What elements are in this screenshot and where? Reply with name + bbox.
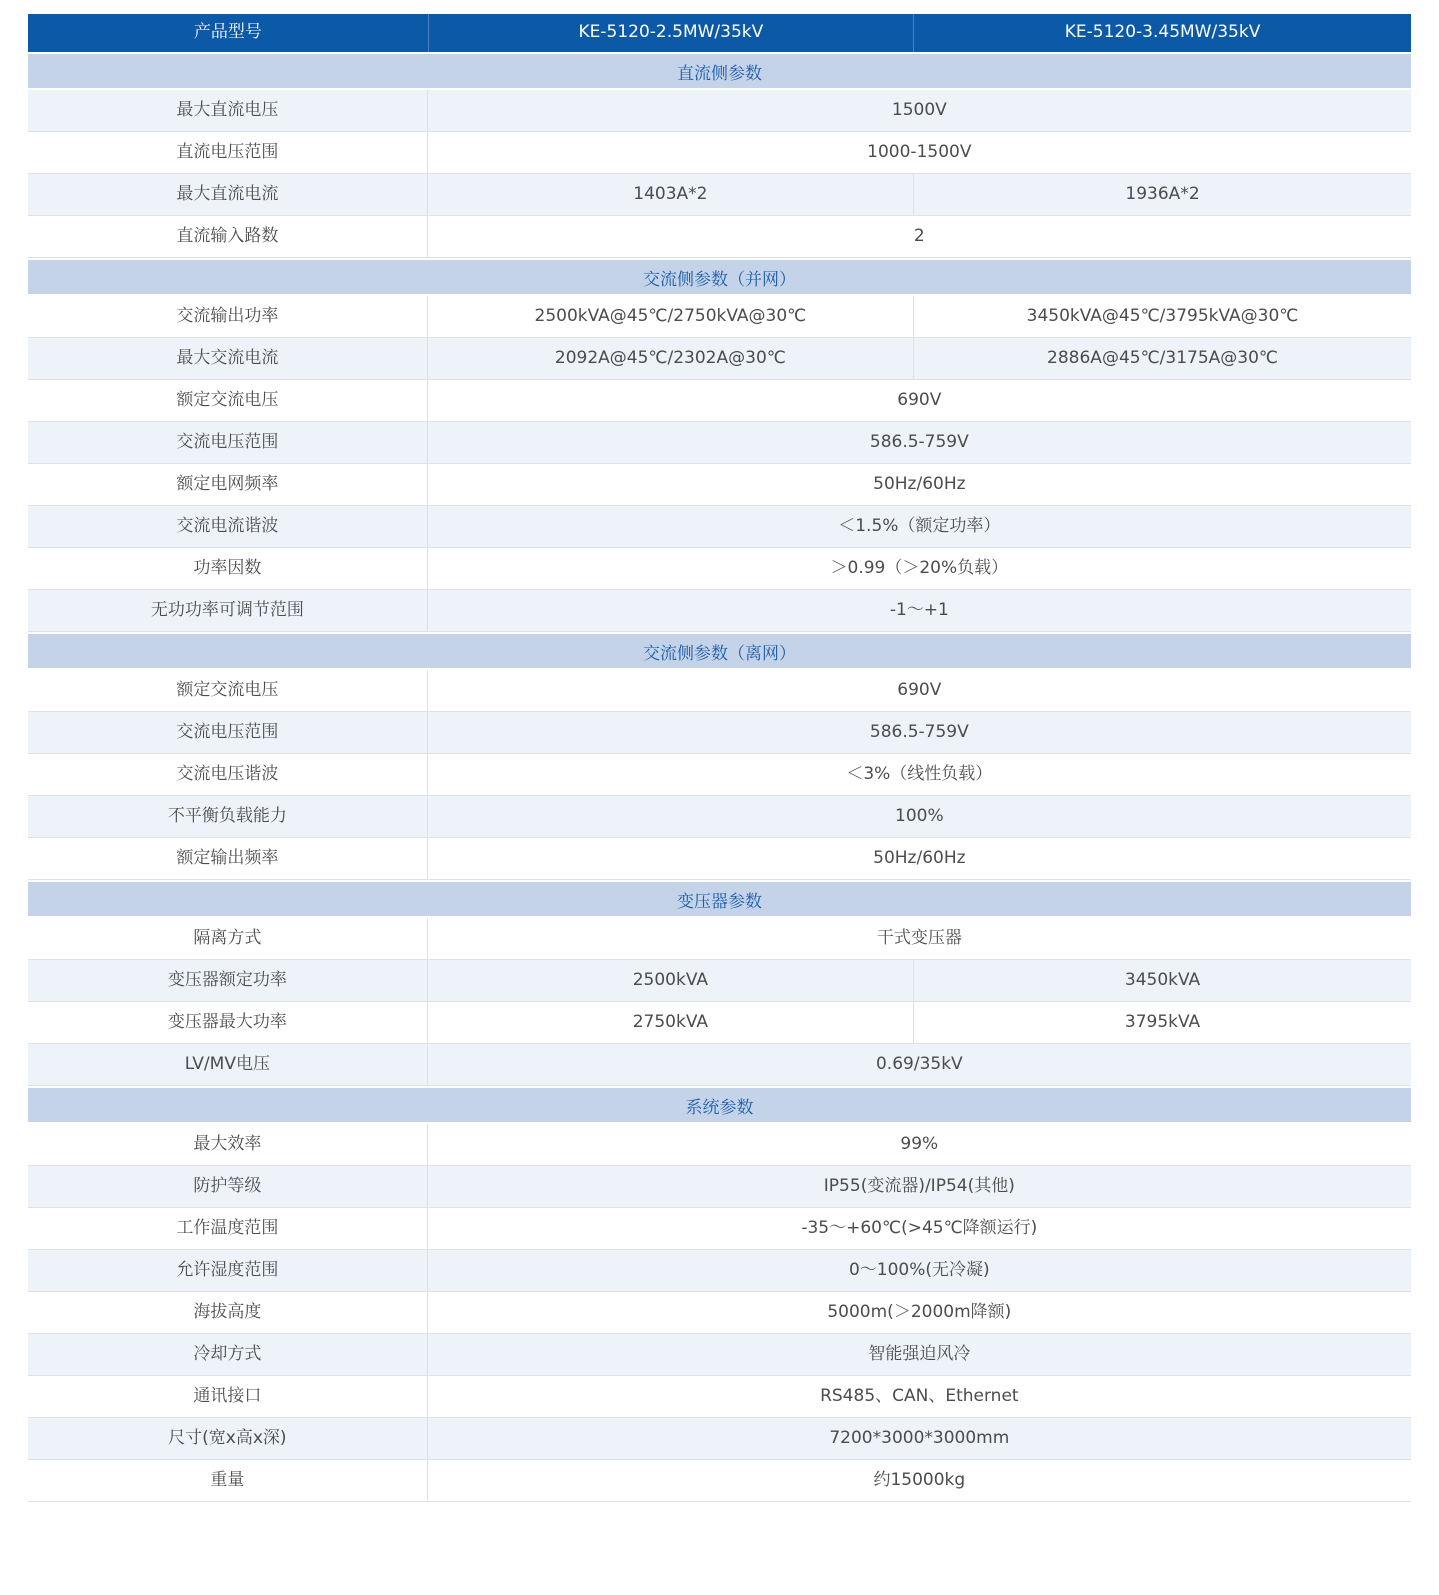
table-row	[28, 712, 1411, 754]
row-value: 586.5-759V	[869, 431, 969, 452]
section-title: 交流侧参数（并网）	[643, 269, 796, 290]
row-label: 隔离方式	[28, 918, 428, 959]
row-label: 无功功率可调节范围	[28, 590, 428, 631]
table-row	[28, 1376, 1411, 1418]
row-label: 交流输出功率	[28, 296, 428, 337]
page	[0, 14, 1439, 1595]
table-row	[28, 1250, 1411, 1292]
row-label: 直流电压范围	[28, 132, 428, 173]
row-value: 5000m(＞2000m降额)	[827, 1301, 1012, 1322]
row-value-model-1: 2092A@45℃/2302A@30℃	[554, 347, 786, 368]
header-product-label: 产品型号	[193, 22, 262, 43]
row-value-model-2: 3450kVA	[913, 960, 1411, 1001]
row-value: 586.5-759V	[869, 721, 969, 742]
table-row	[28, 174, 1411, 216]
section-title: 变压器参数	[677, 891, 762, 912]
row-label: 尺寸(宽x高x深)	[28, 1418, 428, 1459]
row-label: 不平衡负载能力	[28, 796, 428, 837]
row-value: ＜1.5%（额定功率）	[838, 515, 1001, 536]
section-header-row	[28, 1086, 1411, 1124]
table-row	[28, 216, 1411, 258]
row-value: RS485、CAN、Ethernet	[820, 1385, 1019, 1406]
section-header-row	[28, 880, 1411, 918]
table-row	[28, 1044, 1411, 1086]
row-value: IP55(变流器)/IP54(其他)	[823, 1175, 1015, 1196]
row-value: -35～+60℃(>45℃降额运行)	[801, 1217, 1038, 1238]
table-row	[28, 1208, 1411, 1250]
table-row	[28, 548, 1411, 590]
row-label: 允许湿度范围	[28, 1250, 428, 1291]
table-row	[28, 590, 1411, 632]
row-value: 干式变压器	[876, 927, 962, 948]
row-value-model-1: 2500kVA	[632, 969, 709, 990]
table-row	[28, 960, 1411, 1002]
table-row	[28, 1002, 1411, 1044]
section-title: 系统参数	[685, 1097, 754, 1118]
table-row	[28, 838, 1411, 880]
row-value: ＜3%（线性负载）	[846, 763, 993, 784]
row-label: 交流电压谐波	[28, 754, 428, 795]
section-header-row	[28, 632, 1411, 670]
row-label: 交流电流谐波	[28, 506, 428, 547]
row-value-model-2: 2886A@45℃/3175A@30℃	[913, 338, 1411, 379]
row-value: 0.69/35kV	[875, 1053, 963, 1074]
table-body	[28, 52, 1411, 1502]
row-label: 重量	[28, 1460, 428, 1501]
table-row	[28, 506, 1411, 548]
table-row	[28, 1124, 1411, 1166]
row-label: 防护等级	[28, 1166, 428, 1207]
row-label: 最大直流电流	[28, 174, 428, 215]
row-value: 0～100%(无冷凝)	[848, 1259, 990, 1280]
row-label: 变压器额定功率	[28, 960, 428, 1001]
table-row	[28, 1166, 1411, 1208]
row-value-model-1: 2500kVA@45℃/2750kVA@30℃	[534, 305, 807, 326]
table-row	[28, 1334, 1411, 1376]
table-header-row	[28, 14, 1411, 52]
table-row	[28, 670, 1411, 712]
row-value-model-1: 1403A*2	[633, 183, 708, 204]
section-header-row	[28, 258, 1411, 296]
table-row	[28, 918, 1411, 960]
row-value: 智能强迫风冷	[868, 1343, 971, 1364]
table-row	[28, 464, 1411, 506]
row-value: 50Hz/60Hz	[873, 847, 966, 868]
row-label: 额定电网频率	[28, 464, 428, 505]
row-value: ＞0.99（＞20%负载）	[830, 557, 1009, 578]
row-label: 冷却方式	[28, 1334, 428, 1375]
row-value: 50Hz/60Hz	[873, 473, 966, 494]
row-value-model-2: 3795kVA	[913, 1002, 1411, 1043]
row-value-model-1: 2750kVA	[632, 1011, 709, 1032]
row-value: 690V	[897, 679, 942, 700]
table-row	[28, 1292, 1411, 1334]
row-label: LV/MV电压	[28, 1044, 428, 1085]
row-value: -1～+1	[889, 599, 949, 620]
row-label: 海拔高度	[28, 1292, 428, 1333]
row-value: 99%	[900, 1133, 939, 1154]
row-label: 功率因数	[28, 548, 428, 589]
table-row	[28, 422, 1411, 464]
row-value: 1000-1500V	[867, 141, 972, 162]
row-label: 额定交流电压	[28, 670, 428, 711]
row-value-model-2: 1936A*2	[913, 174, 1411, 215]
table-row	[28, 296, 1411, 338]
row-label: 直流输入路数	[28, 216, 428, 257]
row-label: 变压器最大功率	[28, 1002, 428, 1043]
row-value: 1500V	[891, 99, 947, 120]
table-row	[28, 1460, 1411, 1502]
row-label: 交流电压范围	[28, 712, 428, 753]
table-row	[28, 796, 1411, 838]
row-value: 100%	[895, 805, 944, 826]
header-model-1: KE-5120-2.5MW/35kV	[428, 14, 913, 52]
table-row	[28, 380, 1411, 422]
row-value: 约15000kg	[873, 1469, 966, 1490]
table-row	[28, 90, 1411, 132]
row-value-model-2: 3450kVA@45℃/3795kVA@30℃	[913, 296, 1411, 337]
row-value: 690V	[897, 389, 942, 410]
section-title: 直流侧参数	[677, 63, 762, 84]
table-row	[28, 754, 1411, 796]
row-label: 最大交流电流	[28, 338, 428, 379]
header-model-2: KE-5120-3.45MW/35kV	[913, 14, 1411, 52]
table-row	[28, 132, 1411, 174]
section-header-row	[28, 52, 1411, 90]
row-value: 7200*3000*3000mm	[829, 1427, 1010, 1448]
spec-table	[28, 14, 1411, 1502]
row-label: 工作温度范围	[28, 1208, 428, 1249]
table-row	[28, 1418, 1411, 1460]
row-label: 额定输出频率	[28, 838, 428, 879]
row-value: 2	[913, 225, 925, 246]
row-label: 最大效率	[28, 1124, 428, 1165]
row-label: 交流电压范围	[28, 422, 428, 463]
row-label: 通讯接口	[28, 1376, 428, 1417]
table-row	[28, 338, 1411, 380]
row-label: 最大直流电压	[28, 90, 428, 131]
section-title: 交流侧参数（离网）	[643, 643, 796, 664]
row-label: 额定交流电压	[28, 380, 428, 421]
